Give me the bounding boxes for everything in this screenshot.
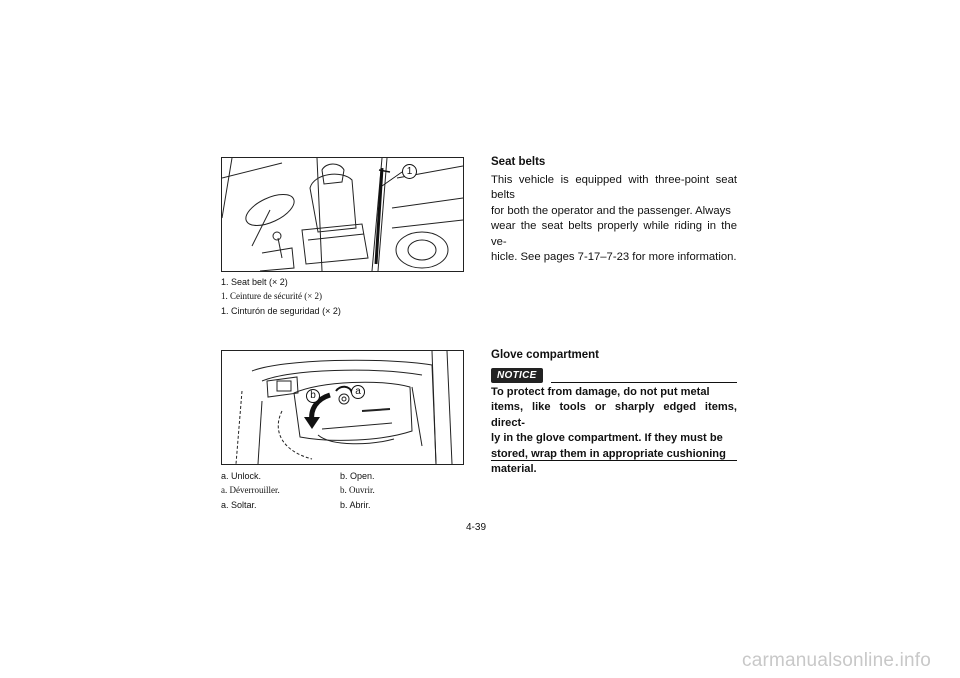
seat-belt-figure — [221, 157, 464, 272]
figure1-caption-en: 1. Seat belt (× 2) — [221, 277, 288, 287]
seat-belts-line: wear the seat belts properly while riding in the ve- — [491, 220, 737, 248]
notice-body — [491, 385, 737, 477]
figure2-caption-b-en: b. Open. — [340, 471, 375, 481]
notice-line: ly in the glove compartment. If they must be — [491, 432, 723, 445]
seat-belts-line: for both the operator and the passenger. Always — [491, 204, 731, 217]
figure2-caption-b-fr: b. Ouvrir. — [340, 485, 375, 495]
seat-belt-illustration — [222, 158, 463, 271]
callout-label-a: a — [355, 386, 361, 397]
seat-belts-line: hicle. See pages 7-17–7-23 for more information. — [491, 251, 737, 264]
seat-belts-body — [491, 173, 737, 265]
seat-belts-line: This vehicle is equipped with three-point seat belts — [491, 174, 737, 202]
callout-label: 1 — [406, 166, 413, 177]
figure2-caption-a-es: a. Soltar. — [221, 500, 257, 510]
figure2-caption-a-en: a. Unlock. — [221, 471, 262, 481]
notice-line: material. — [491, 463, 537, 476]
notice-line: stored, wrap them in appropriate cushioning — [491, 447, 726, 460]
callout-circle-a — [351, 385, 365, 399]
notice-line: To protect from damage, do not put metal — [491, 386, 710, 398]
figure2-caption-b-es: b. Abrir. — [340, 500, 371, 510]
callout-circle-1 — [402, 164, 417, 179]
notice-badge: NOTICE — [491, 368, 543, 383]
figure1-caption-es: 1. Cinturón de seguridad (× 2) — [221, 306, 341, 316]
watermark: carmanualsonline.info — [742, 650, 932, 671]
figure1-caption-fr: 1. Ceinture de sécurité (× 2) — [221, 291, 323, 301]
glove-compartment-illustration — [222, 351, 463, 464]
notice-top-rule — [551, 382, 737, 383]
notice-line: items, like tools or sharply edged items, direct- — [491, 401, 737, 429]
callout-circle-b — [306, 389, 320, 403]
figure2-caption-a-fr: a. Déverrouiller. — [221, 485, 280, 495]
notice-bottom-rule — [491, 460, 737, 461]
glove-heading: Glove compartment — [491, 349, 599, 361]
glove-compartment-figure — [221, 350, 464, 465]
page-number: 4-39 — [466, 522, 487, 533]
seat-belts-heading: Seat belts — [491, 156, 546, 168]
callout-label-b: b — [310, 390, 316, 401]
